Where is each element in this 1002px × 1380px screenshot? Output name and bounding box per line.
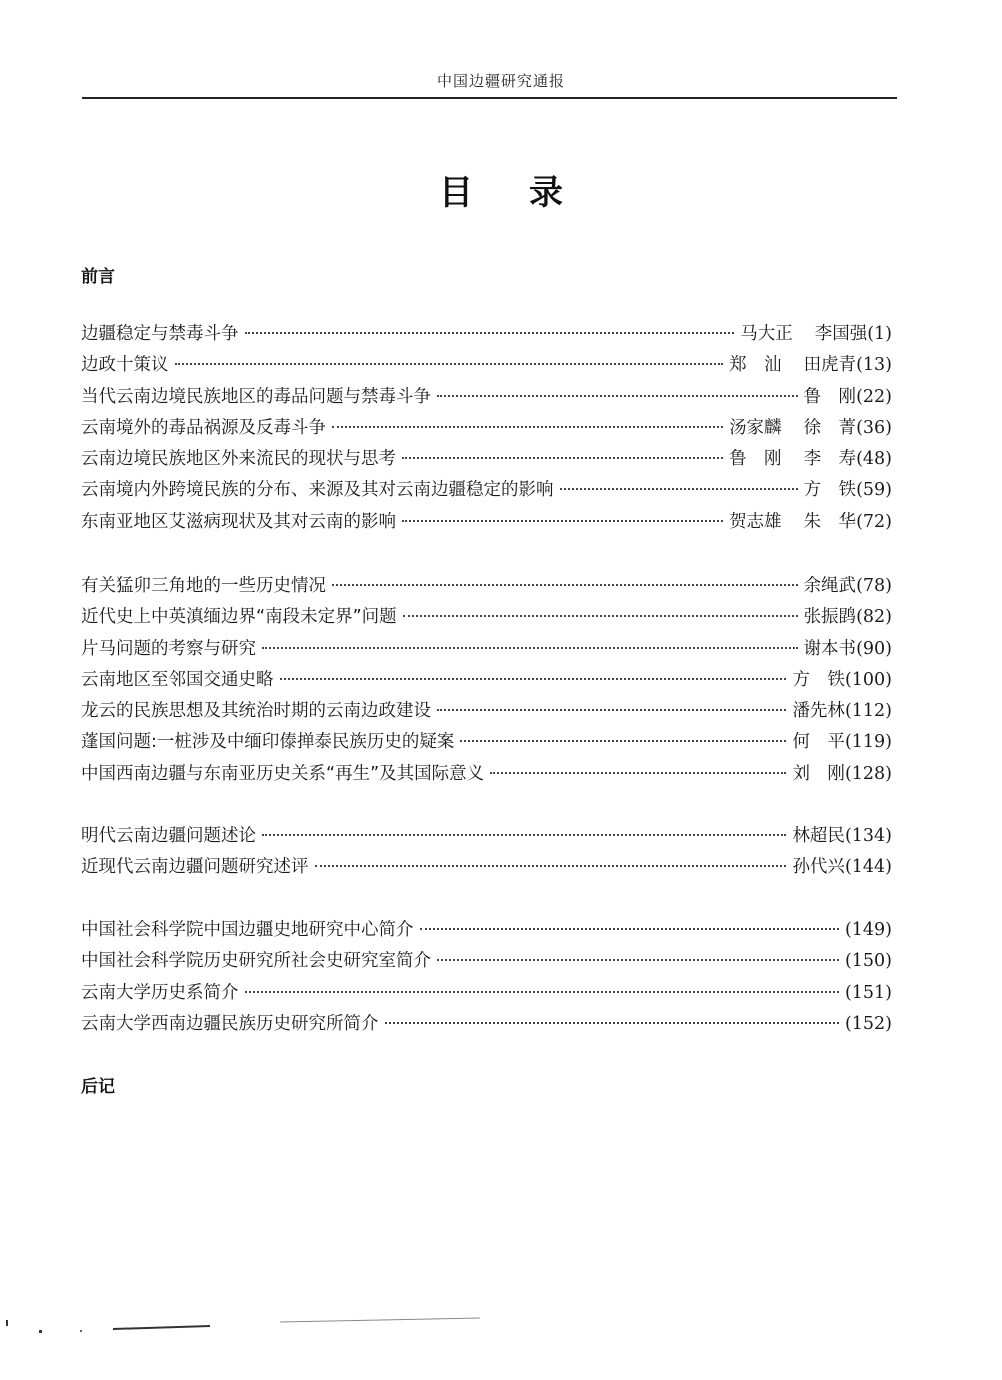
leader-dots — [262, 834, 786, 836]
entry-page: (151) — [844, 982, 892, 1003]
entry-title: 明代云南边疆问题述论 — [81, 826, 256, 846]
leader-dots — [280, 678, 787, 680]
entry-authors: 刘 刚 — [792, 763, 845, 784]
toc-entry[interactable] — [81, 414, 892, 445]
entry-title: 边政十策议 — [81, 355, 169, 376]
entry-title: 近现代云南边疆问题研究述评 — [81, 857, 309, 878]
leader-dots — [560, 488, 798, 490]
entry-authors: 方 铁 — [792, 669, 845, 690]
leader-dots — [402, 457, 723, 459]
entry-authors: 林超民 — [792, 826, 845, 846]
entry-title: 龙云的民族思想及其统治时期的云南边政建设 — [81, 701, 431, 722]
toc-group-2 — [81, 572, 892, 791]
leader-dots — [437, 395, 798, 397]
entry-title: 有关猛卯三角地的一些历史情况 — [81, 576, 326, 596]
entry-authors: 张振鹍 — [803, 607, 857, 628]
entry-title: 东南亚地区艾滋病现状及其对云南的影响 — [81, 511, 396, 532]
entry-page: (152) — [844, 1013, 892, 1034]
toc-entry[interactable] — [81, 697, 892, 728]
leader-dots — [490, 772, 786, 774]
toc-entry[interactable] — [81, 916, 892, 947]
entry-authors: 鲁 刚 李 寿 — [729, 449, 857, 470]
entry-title: 蓬国问题:一桩涉及中缅印傣掸泰民族历史的疑案 — [81, 732, 455, 753]
page-title — [0, 165, 1002, 214]
running-head: 中国边疆研究通报 — [436, 72, 565, 90]
entry-page: (134) — [844, 826, 892, 846]
entry-page: (72) — [856, 511, 892, 532]
entry-page: (100) — [844, 669, 892, 690]
toc-entry[interactable] — [81, 508, 892, 539]
entry-page: (119) — [844, 732, 892, 753]
header-rule — [82, 97, 897, 99]
leader-dots — [245, 991, 839, 993]
leader-dots — [385, 1022, 839, 1024]
leader-dots — [315, 865, 787, 867]
entry-authors: 郑 汕 田虎青 — [729, 355, 857, 376]
toc-entry[interactable] — [81, 666, 892, 697]
entry-title: 云南境内外跨境民族的分布、来源及其对云南边疆稳定的影响 — [81, 480, 554, 501]
entry-title: 中国社会科学院历史研究所社会史研究室简介 — [81, 951, 431, 972]
entry-authors: 方 铁 — [803, 480, 857, 501]
toc-entry[interactable] — [81, 351, 892, 382]
leader-dots — [403, 615, 798, 617]
entry-page: (1) — [867, 324, 892, 344]
toc-group-4 — [81, 916, 892, 1041]
entry-page: (78) — [856, 576, 892, 596]
entry-authors: 马大正 李国强 — [740, 324, 868, 344]
leader-dots — [245, 332, 735, 334]
leader-dots — [175, 363, 724, 365]
toc-entry[interactable] — [81, 728, 892, 759]
leader-dots — [332, 426, 723, 428]
entry-page: (112) — [844, 701, 892, 722]
toc-entry[interactable] — [81, 947, 892, 978]
title-char-1: 目 — [439, 173, 473, 213]
entry-page: (13) — [856, 355, 892, 376]
entry-authors: 汤家麟 徐 菁 — [729, 417, 857, 438]
leader-dots — [402, 520, 723, 522]
postscript-label[interactable]: 后记 — [81, 1077, 115, 1097]
entry-authors: 余绳武 — [803, 576, 857, 596]
toc-entry[interactable] — [81, 572, 892, 603]
entry-page: (48) — [856, 449, 892, 470]
entry-title: 中国西南边疆与东南亚历史关系“再生”及其国际意义 — [81, 763, 485, 784]
entry-title: 云南边境民族地区外来流民的现状与思考 — [81, 449, 396, 470]
leader-dots — [332, 584, 798, 586]
entry-page: (144) — [844, 857, 892, 878]
entry-page: (128) — [844, 763, 892, 784]
entry-title: 云南境外的毒品祸源及反毒斗争 — [81, 417, 326, 438]
entry-page: (149) — [844, 920, 892, 940]
entry-title: 云南大学历史系简介 — [81, 982, 239, 1003]
toc-group-1 — [81, 320, 892, 539]
toc-entry[interactable] — [81, 853, 892, 884]
entry-page: (82) — [856, 607, 892, 628]
entry-authors: 鲁 刚 — [803, 386, 857, 407]
toc-entry[interactable] — [81, 979, 892, 1010]
toc-entry[interactable] — [81, 383, 892, 414]
toc-entry[interactable] — [81, 822, 892, 853]
title-char-2: 录 — [529, 173, 563, 213]
entry-authors: 孙代兴 — [792, 857, 845, 878]
scan-artifacts — [0, 1300, 1002, 1360]
leader-dots — [420, 928, 839, 930]
toc-group-3 — [81, 822, 892, 885]
entry-title: 当代云南边境民族地区的毒品问题与禁毒斗争 — [81, 386, 431, 407]
leader-dots — [437, 959, 839, 961]
entry-authors: 潘先林 — [792, 701, 845, 722]
entry-title: 近代史上中英滇缅边界“南段未定界”问题 — [81, 607, 397, 628]
toc-entry[interactable] — [81, 1010, 892, 1041]
leader-dots — [262, 647, 798, 649]
toc-entry[interactable] — [81, 320, 892, 351]
leader-dots — [460, 740, 786, 742]
entry-title: 中国社会科学院中国边疆史地研究中心简介 — [81, 920, 414, 940]
entry-page: (90) — [856, 638, 892, 659]
leader-dots — [437, 709, 786, 711]
entry-page: (36) — [856, 417, 892, 438]
entry-authors: 贺志雄 朱 华 — [729, 511, 857, 532]
entry-title: 云南大学西南边疆民族历史研究所简介 — [81, 1013, 379, 1034]
toc-entry[interactable] — [81, 760, 892, 791]
toc-entry[interactable] — [81, 635, 892, 666]
preface-label[interactable]: 前言 — [81, 267, 115, 287]
toc-entry[interactable] — [81, 445, 892, 476]
entry-title: 边疆稳定与禁毒斗争 — [81, 324, 239, 344]
entry-page: (59) — [856, 480, 892, 501]
toc-entry[interactable] — [81, 476, 892, 507]
entry-title: 片马问题的考察与研究 — [81, 638, 256, 659]
entry-page: (150) — [844, 951, 892, 972]
entry-page: (22) — [856, 386, 892, 407]
entry-authors: 谢本书 — [803, 638, 857, 659]
entry-title: 云南地区至邻国交通史略 — [81, 669, 274, 690]
entry-authors: 何 平 — [792, 732, 845, 753]
toc-entry[interactable] — [81, 603, 892, 634]
